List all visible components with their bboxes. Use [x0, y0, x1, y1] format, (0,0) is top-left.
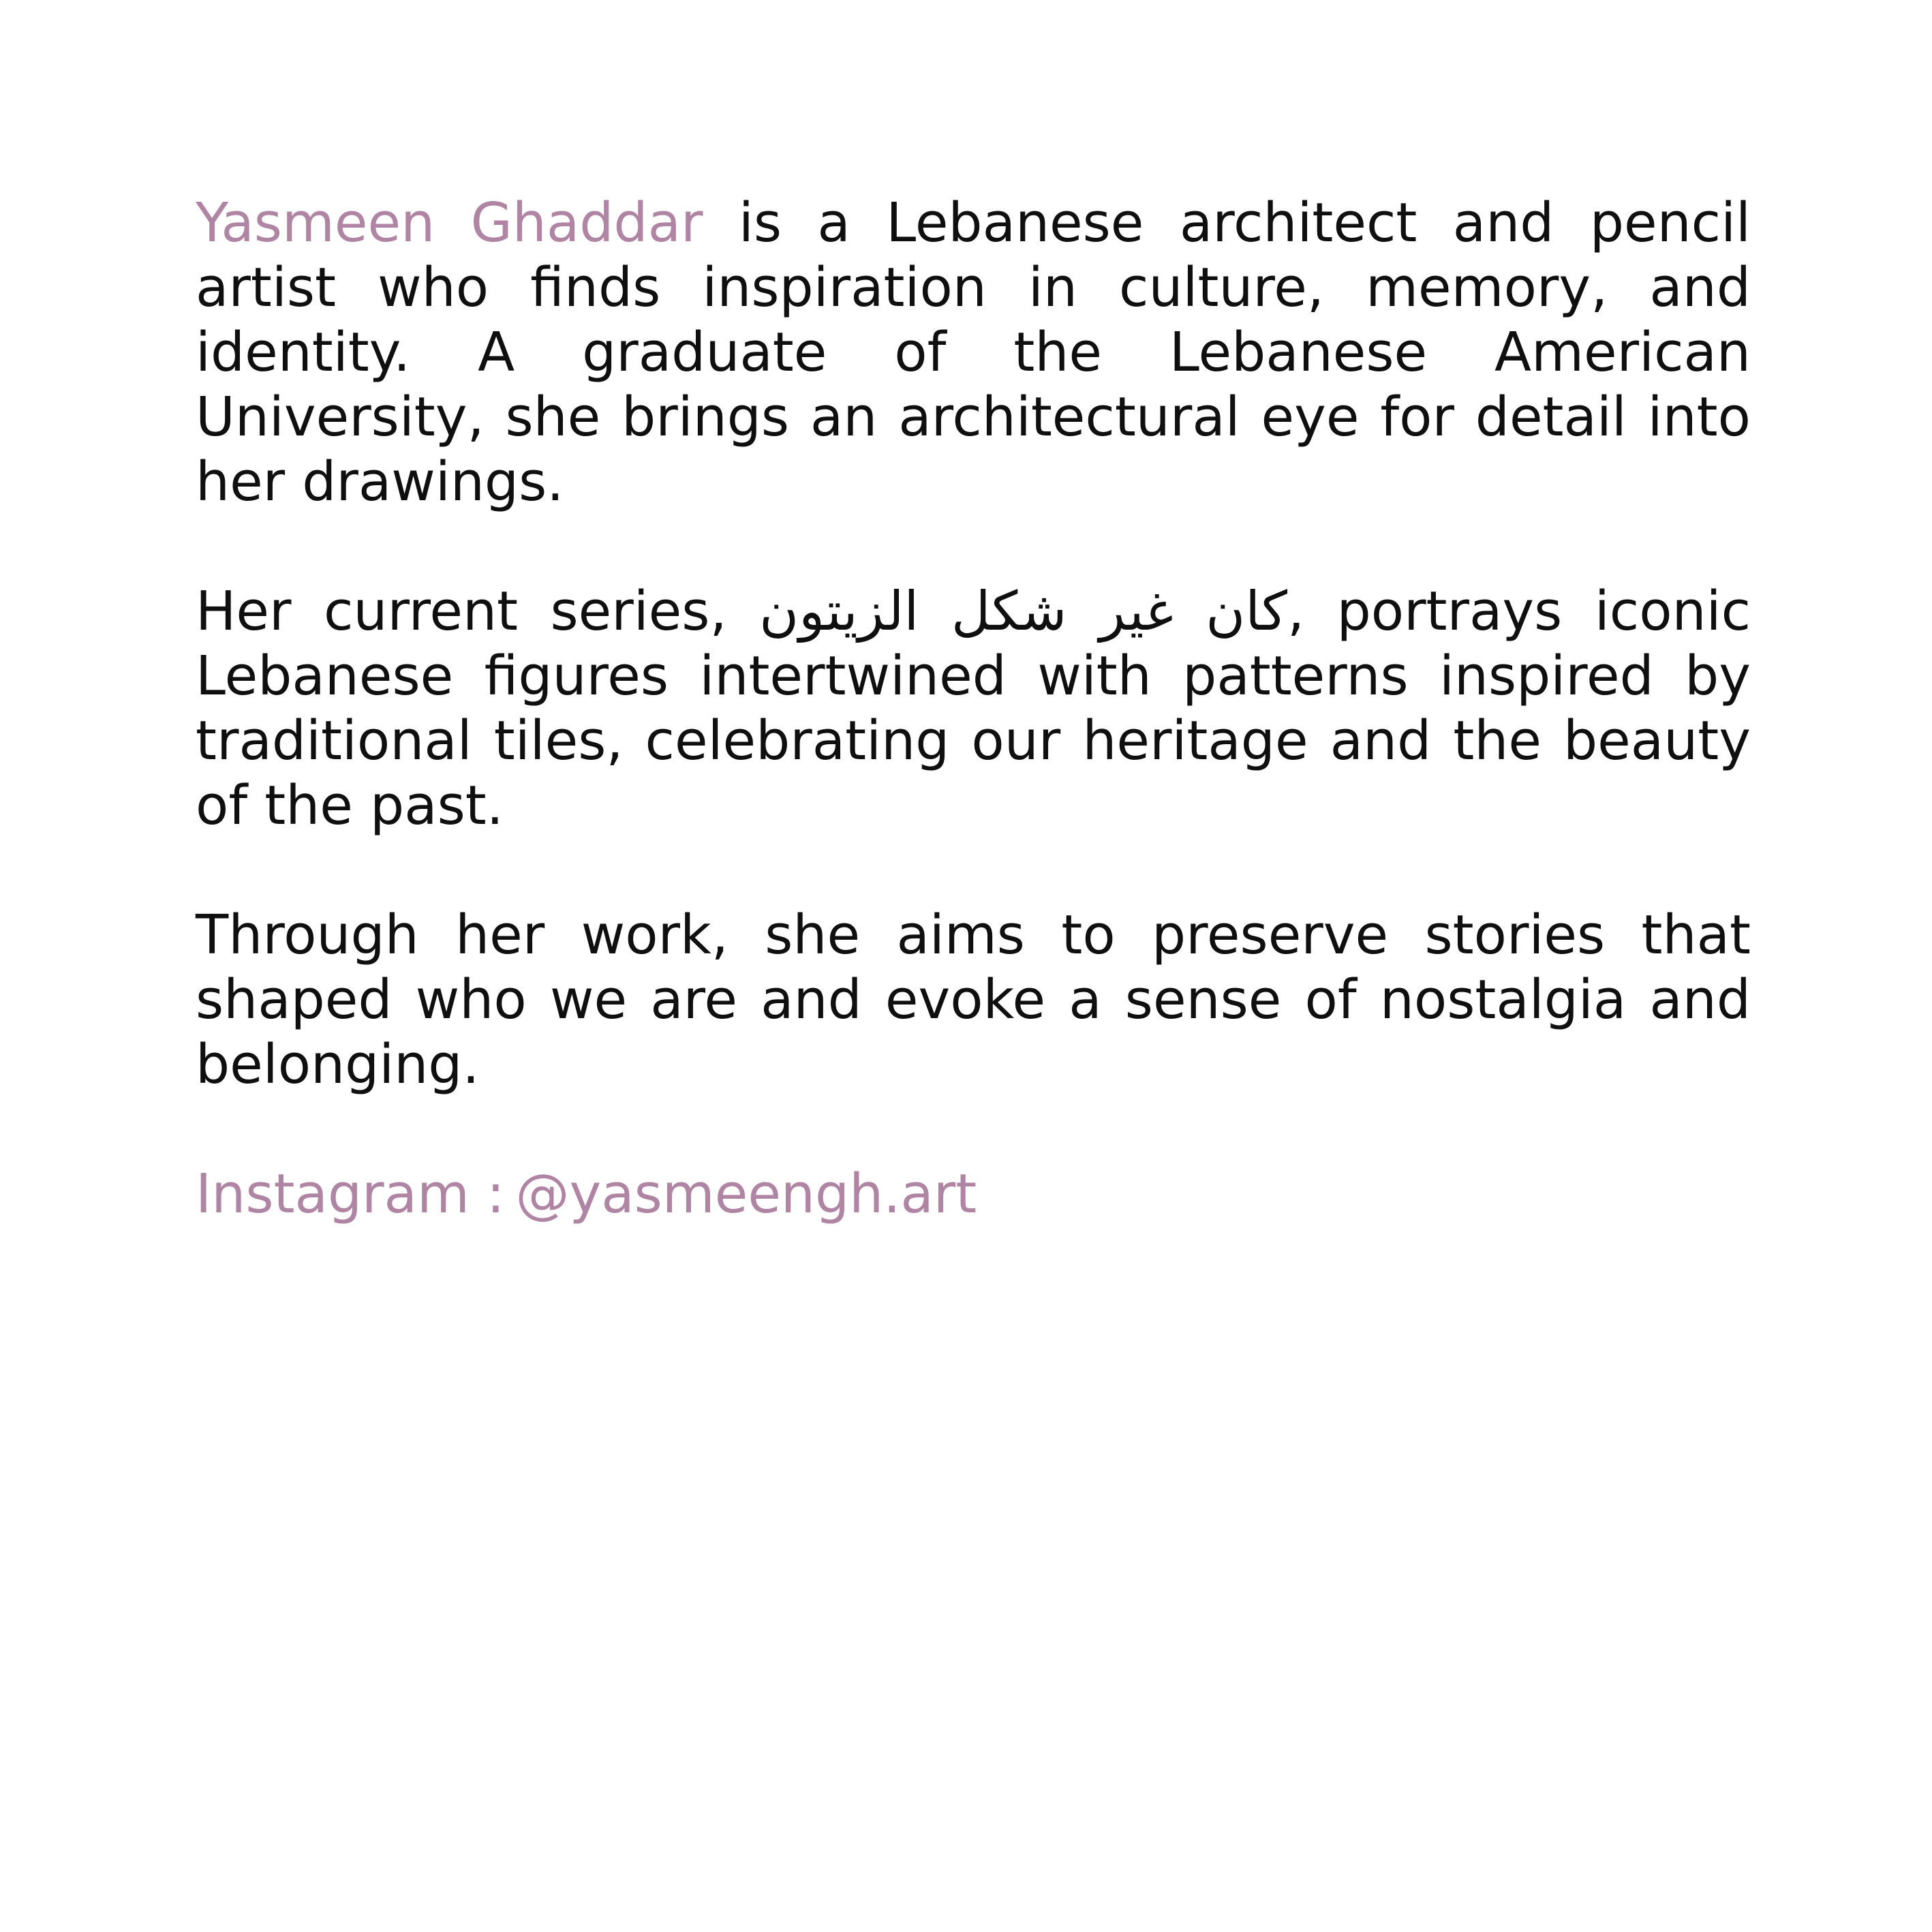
aim-text: Through her work, she aims to preserve stories that shaped who we are and evoke a sense of nostalgia and belonging.	[196, 904, 1751, 1096]
series-description: , portrays iconic Lebanese figures intertwined with patterns inspired by traditional tiles, celebrating our heritage and the beauty of the past.	[196, 580, 1751, 837]
artist-name: Yasmeen Ghaddar	[196, 191, 703, 254]
instagram-line	[196, 1162, 1751, 1227]
bio-paragraph-aim	[196, 903, 1751, 1097]
intro-text: is a Lebanese architect and pencil artist who finds inspiration in culture, memory, and identity. A graduate of the Lebanese American University, she brings an architectural eye for detail into her drawings.	[196, 191, 1751, 513]
instagram-handle[interactable]: @yasmeengh.art	[515, 1163, 977, 1225]
instagram-label: Instagram :	[196, 1163, 505, 1225]
artist-bio	[196, 191, 1751, 1227]
series-title: كان غير شكل الزيتون	[759, 580, 1287, 643]
bio-paragraph-series	[196, 579, 1751, 838]
bio-paragraph-intro	[196, 191, 1751, 515]
series-intro-text: Her current series,	[196, 580, 760, 643]
